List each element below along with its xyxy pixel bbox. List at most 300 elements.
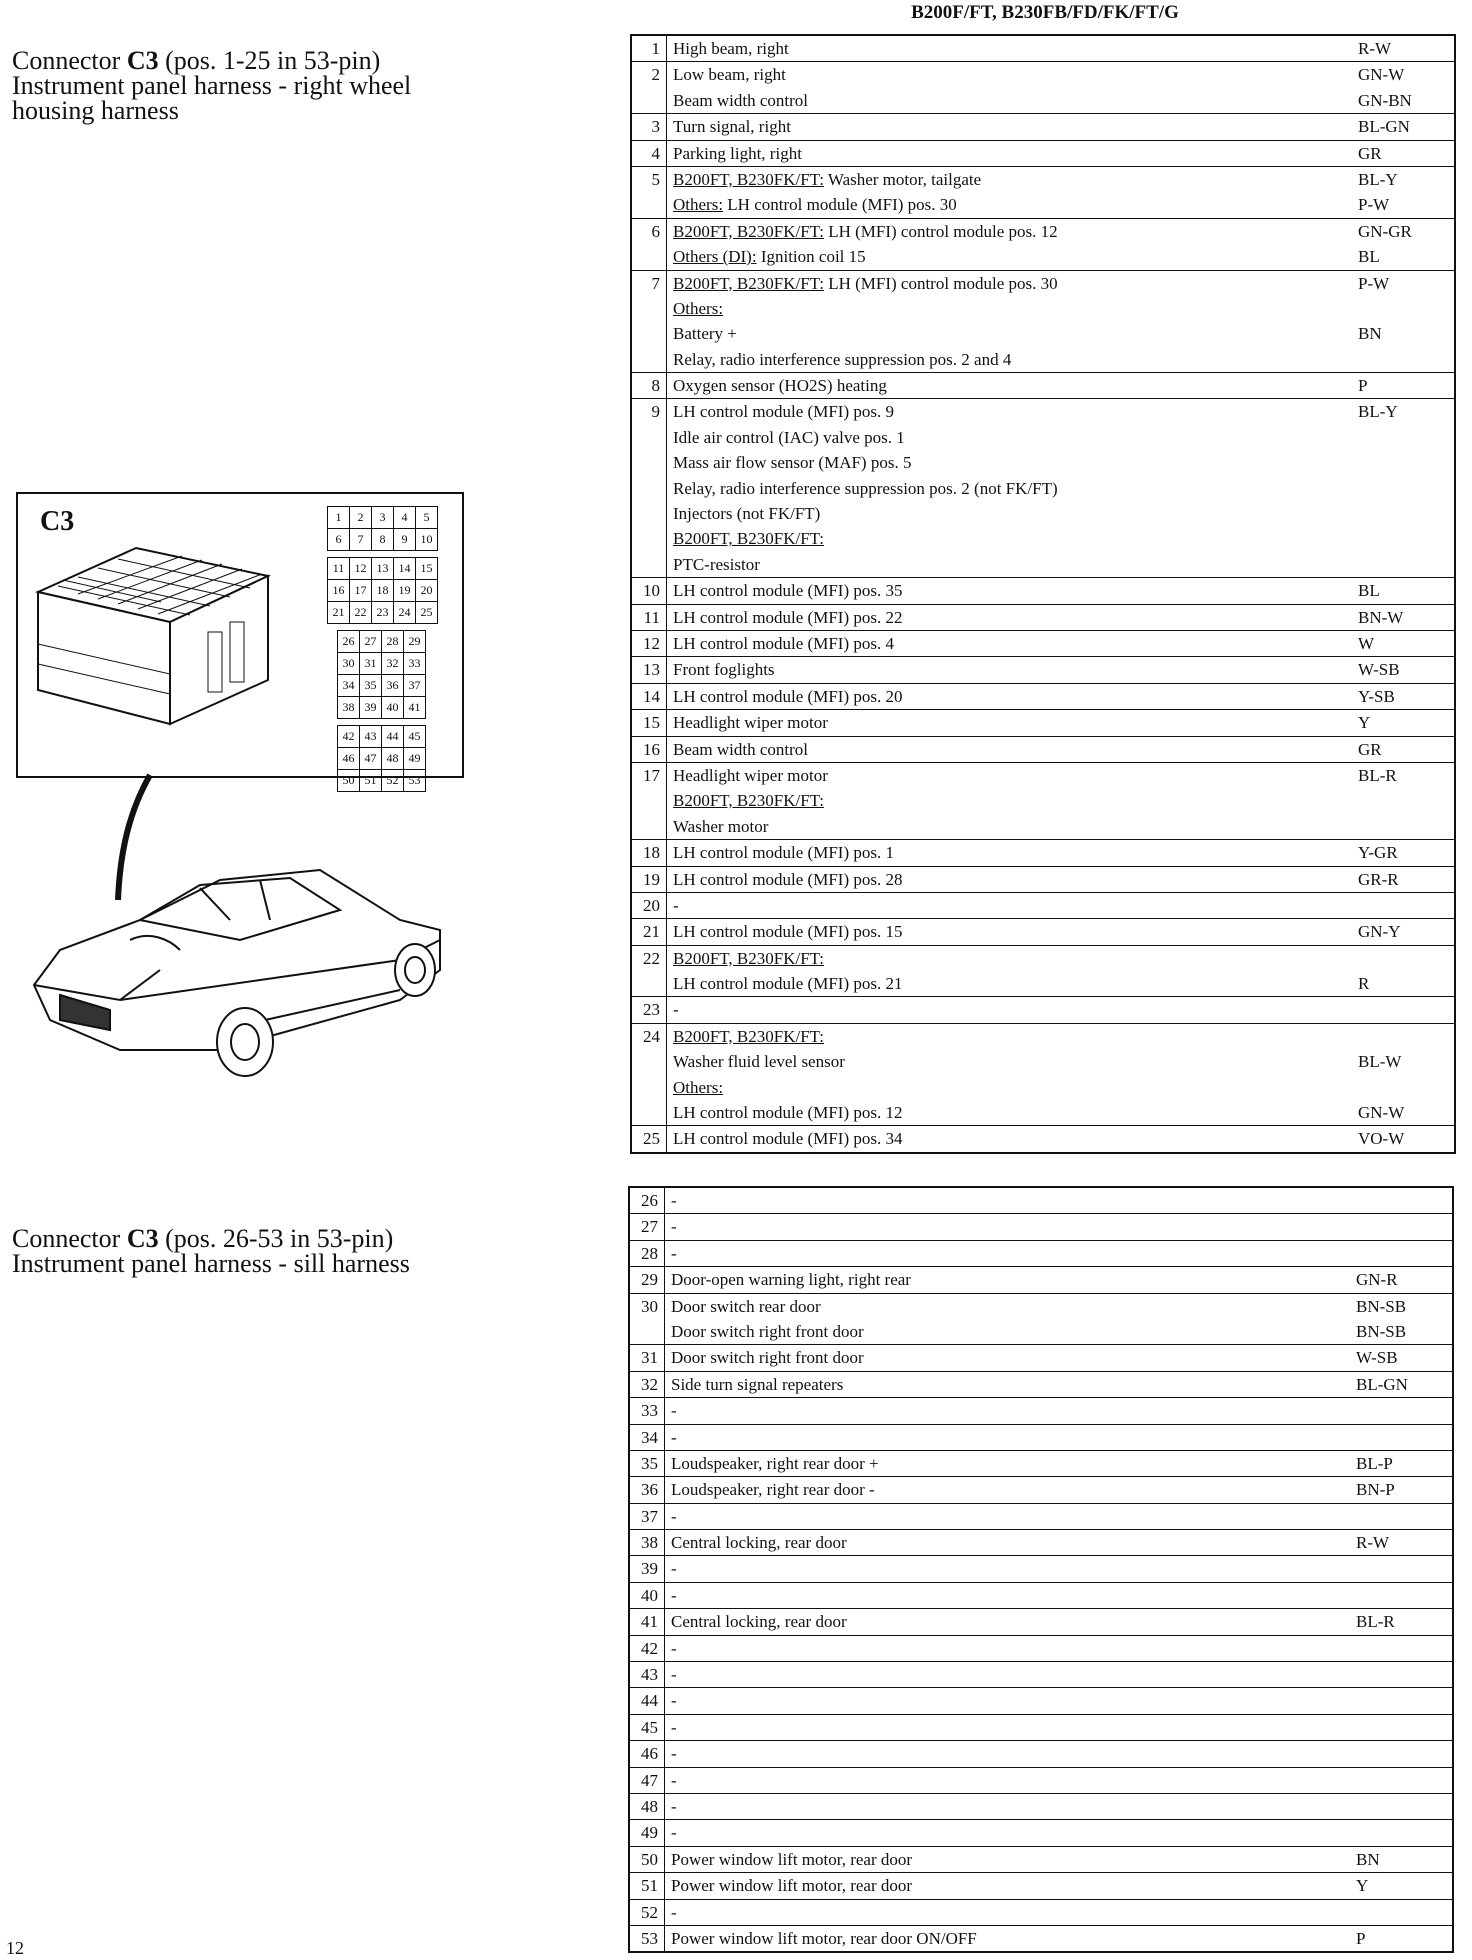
pin-grid-row bbox=[328, 601, 438, 624]
pin-cell: 32 bbox=[381, 652, 404, 675]
wire-color: BL bbox=[1352, 578, 1455, 604]
pin-number: 14 bbox=[631, 683, 667, 709]
function-text: Washer fluid level sensor bbox=[673, 1052, 845, 1072]
table-row bbox=[631, 866, 1455, 892]
function-text: Idle air control (IAC) valve pos. 1 bbox=[673, 427, 905, 447]
table-row bbox=[629, 1450, 1453, 1476]
pin-number: 49 bbox=[629, 1820, 665, 1846]
pin-function bbox=[667, 604, 1353, 630]
wire-color: BL-Y bbox=[1352, 166, 1455, 192]
pin-function bbox=[665, 1398, 1351, 1424]
pin-number: 31 bbox=[629, 1345, 665, 1371]
pin-function bbox=[667, 166, 1353, 192]
pin-function bbox=[667, 1023, 1353, 1049]
variant-label: Others: bbox=[673, 1077, 724, 1097]
pin-function bbox=[667, 244, 1353, 270]
function-text: Power window lift motor, rear door ON/OFF bbox=[671, 1928, 977, 1948]
table-row bbox=[629, 1846, 1453, 1872]
table-row bbox=[631, 710, 1455, 736]
page-header: B200F/FT, B230FB/FD/FK/FT/G bbox=[911, 2, 1179, 23]
variant-label: Others (DI): bbox=[673, 247, 757, 267]
connector-diagram bbox=[16, 492, 464, 787]
table-row bbox=[629, 1319, 1453, 1345]
wire-color bbox=[1350, 1688, 1453, 1714]
pin-function bbox=[665, 1873, 1351, 1899]
pin-function bbox=[665, 1556, 1351, 1582]
table-row bbox=[631, 62, 1455, 88]
pin-function bbox=[665, 1345, 1351, 1371]
wire-color: Y bbox=[1350, 1873, 1453, 1899]
wire-color bbox=[1352, 450, 1455, 475]
wire-color: BN-SB bbox=[1350, 1293, 1453, 1319]
pin-number bbox=[631, 814, 667, 840]
pin-grid-row bbox=[338, 652, 426, 675]
function-text: Relay, radio interference suppression pos. 2 and 4 bbox=[673, 349, 1012, 369]
pin-number: 20 bbox=[631, 892, 667, 918]
pin-function bbox=[665, 1609, 1351, 1635]
pin-function bbox=[665, 1793, 1351, 1819]
pin-function bbox=[667, 526, 1353, 551]
pin-function bbox=[667, 347, 1353, 373]
pin-number: 28 bbox=[629, 1240, 665, 1266]
pin-table-2 bbox=[628, 1186, 1454, 1953]
wire-color: BN-SB bbox=[1356, 1321, 1407, 1341]
table-row bbox=[629, 1556, 1453, 1582]
pin-number: 8 bbox=[631, 373, 667, 399]
wire-color bbox=[1350, 1714, 1453, 1740]
function-text: LH (MFI) control module pos. 12 bbox=[823, 221, 1058, 241]
wire-color: GN-W bbox=[1352, 62, 1455, 88]
wire-color: GN-BN bbox=[1358, 90, 1412, 110]
table-row bbox=[631, 1075, 1455, 1100]
pin-cell: 6 bbox=[327, 528, 350, 551]
table-row bbox=[631, 736, 1455, 762]
function-text: Washer motor bbox=[673, 816, 769, 836]
table-row bbox=[631, 814, 1455, 840]
pin-number bbox=[631, 788, 667, 813]
pin-function bbox=[667, 270, 1353, 296]
function-text: Low beam, right bbox=[673, 65, 786, 85]
table-row bbox=[631, 919, 1455, 945]
function-text: Central locking, rear door bbox=[671, 1612, 847, 1632]
pin-number: 18 bbox=[631, 840, 667, 866]
table-row bbox=[629, 1477, 1453, 1503]
function-text: Injectors (not FK/FT) bbox=[673, 504, 821, 524]
pin-cell: 25 bbox=[415, 601, 438, 624]
pin-cell: 50 bbox=[337, 769, 360, 792]
pin-function bbox=[667, 1100, 1353, 1126]
wire-color: GR bbox=[1352, 140, 1455, 166]
table-row bbox=[631, 192, 1455, 218]
pin-number: 10 bbox=[631, 578, 667, 604]
function-text: - bbox=[671, 1717, 677, 1737]
table-row bbox=[629, 1741, 1453, 1767]
pin-number: 22 bbox=[631, 945, 667, 971]
pin-function bbox=[667, 218, 1353, 244]
function-text: - bbox=[671, 1796, 677, 1816]
pin-number: 38 bbox=[629, 1530, 665, 1556]
wire-color: R bbox=[1358, 974, 1370, 994]
pin-number: 33 bbox=[629, 1398, 665, 1424]
function-text: LH control module (MFI) pos. 35 bbox=[673, 581, 903, 601]
pin-function bbox=[665, 1267, 1351, 1293]
section-1-connector: C3 bbox=[126, 46, 159, 75]
wire-color: Y-SB bbox=[1352, 683, 1455, 709]
pin-function bbox=[665, 1293, 1351, 1319]
pin-cell: 31 bbox=[359, 652, 382, 675]
wire-color: BN bbox=[1350, 1846, 1453, 1872]
pin-cell: 21 bbox=[327, 601, 350, 624]
pin-number: 23 bbox=[631, 997, 667, 1023]
function-text: Power window lift motor, rear door bbox=[671, 1876, 913, 1896]
variant-label: B200FT, B230FK/FT: bbox=[673, 273, 824, 293]
table-row bbox=[631, 788, 1455, 813]
variant-label: Others: bbox=[673, 298, 724, 318]
wire-color: BL-R bbox=[1350, 1609, 1453, 1635]
function-text: LH control module (MFI) pos. 15 bbox=[673, 922, 903, 942]
pin-number bbox=[631, 192, 667, 218]
pin-cell: 13 bbox=[371, 557, 394, 580]
pin-function bbox=[665, 1820, 1351, 1846]
table-row bbox=[631, 762, 1455, 788]
wire-color: GR bbox=[1352, 736, 1455, 762]
pin-number bbox=[629, 1319, 665, 1345]
pin-function bbox=[665, 1741, 1351, 1767]
pin-function bbox=[667, 373, 1353, 399]
function-text: LH control module (MFI) pos. 22 bbox=[673, 607, 903, 627]
pin-cell: 37 bbox=[403, 674, 426, 697]
table-row bbox=[631, 399, 1455, 425]
pin-cell: 22 bbox=[349, 601, 372, 624]
pin-number: 26 bbox=[629, 1187, 665, 1214]
pin-function bbox=[665, 1371, 1351, 1397]
pin-number: 46 bbox=[629, 1741, 665, 1767]
function-text: Front foglights bbox=[673, 660, 775, 680]
table-row bbox=[629, 1371, 1453, 1397]
table-row bbox=[631, 373, 1455, 399]
function-text: LH control module (MFI) pos. 20 bbox=[673, 686, 903, 706]
table-row bbox=[631, 321, 1455, 346]
wire-color bbox=[1350, 1187, 1453, 1214]
wire-color bbox=[1352, 945, 1455, 971]
pin-function bbox=[667, 840, 1353, 866]
table-row bbox=[631, 604, 1455, 630]
pin-function bbox=[667, 1075, 1353, 1100]
pin-function bbox=[665, 1899, 1351, 1925]
pin-function bbox=[665, 1477, 1351, 1503]
table-row bbox=[631, 892, 1455, 918]
pin-grid-row bbox=[338, 725, 426, 748]
pin-cell: 44 bbox=[381, 725, 404, 748]
function-text: Beam width control bbox=[673, 739, 809, 759]
table-row bbox=[629, 1767, 1453, 1793]
table-row bbox=[629, 1925, 1453, 1952]
pin-cell: 15 bbox=[415, 557, 438, 580]
pin-number bbox=[631, 1049, 667, 1074]
function-text: - bbox=[671, 1217, 677, 1237]
pin-number: 43 bbox=[629, 1662, 665, 1688]
function-text: Headlight wiper motor bbox=[673, 765, 828, 785]
wire-color bbox=[1352, 892, 1455, 918]
pin-cell: 9 bbox=[393, 528, 416, 551]
pin-cell: 48 bbox=[381, 747, 404, 770]
pin-function bbox=[667, 657, 1353, 683]
pin-function bbox=[667, 501, 1353, 526]
pin-grid-row bbox=[338, 747, 426, 770]
pin-function bbox=[665, 1503, 1351, 1529]
pin-number: 45 bbox=[629, 1714, 665, 1740]
table-row bbox=[631, 450, 1455, 475]
wire-color: GN-Y bbox=[1352, 919, 1455, 945]
wire-color bbox=[1350, 1398, 1453, 1424]
table-row bbox=[629, 1609, 1453, 1635]
pin-number bbox=[631, 425, 667, 450]
pin-function bbox=[667, 62, 1353, 88]
pin-number: 47 bbox=[629, 1767, 665, 1793]
pin-function bbox=[667, 788, 1353, 813]
function-text: Power window lift motor, rear door bbox=[671, 1849, 913, 1869]
pin-cell: 30 bbox=[337, 652, 360, 675]
pin-table-1 bbox=[630, 34, 1456, 1154]
function-text: - bbox=[671, 1744, 677, 1764]
pin-function bbox=[667, 997, 1353, 1023]
pin-number bbox=[631, 244, 667, 270]
pin-number: 48 bbox=[629, 1793, 665, 1819]
pin-cell: 11 bbox=[327, 557, 350, 580]
pin-function bbox=[667, 192, 1353, 218]
wire-color: BL-P bbox=[1350, 1450, 1453, 1476]
wire-color bbox=[1350, 1820, 1453, 1846]
function-text: Oxygen sensor (HO2S) heating bbox=[673, 376, 887, 396]
pin-function bbox=[665, 1662, 1351, 1688]
pin-function bbox=[665, 1319, 1351, 1345]
wire-color: GN-W bbox=[1358, 1103, 1405, 1123]
pin-grid-row bbox=[328, 506, 438, 529]
wire-color bbox=[1352, 1023, 1455, 1049]
pin-cell: 24 bbox=[393, 601, 416, 624]
pin-function bbox=[667, 296, 1353, 321]
pin-function bbox=[665, 1714, 1351, 1740]
wire-color: W-SB bbox=[1350, 1345, 1453, 1371]
pin-number: 42 bbox=[629, 1635, 665, 1661]
section-2-prefix: Connector bbox=[12, 1224, 127, 1253]
pin-cell: 23 bbox=[371, 601, 394, 624]
pin-number: 5 bbox=[631, 166, 667, 192]
wire-color bbox=[1352, 425, 1455, 450]
table-row bbox=[629, 1820, 1453, 1846]
function-text: - bbox=[673, 895, 679, 915]
wire-color bbox=[1350, 1214, 1453, 1240]
pin-number: 29 bbox=[629, 1267, 665, 1293]
wire-color: W-SB bbox=[1352, 657, 1455, 683]
function-text: LH control module (MFI) pos. 28 bbox=[673, 869, 903, 889]
pin-number: 12 bbox=[631, 630, 667, 656]
wire-color bbox=[1352, 501, 1455, 526]
table-row bbox=[631, 114, 1455, 140]
connector-label: C3 bbox=[40, 506, 75, 537]
pin-number: 7 bbox=[631, 270, 667, 296]
pin-cell: 16 bbox=[327, 579, 350, 602]
pin-number: 2 bbox=[631, 62, 667, 88]
pin-cell: 17 bbox=[349, 579, 372, 602]
wire-color: P bbox=[1350, 1925, 1453, 1952]
pin-number: 24 bbox=[631, 1023, 667, 1049]
function-text: Mass air flow sensor (MAF) pos. 5 bbox=[673, 453, 912, 473]
pin-cell: 2 bbox=[349, 506, 372, 529]
pin-number bbox=[631, 501, 667, 526]
function-text: LH control module (MFI) pos. 21 bbox=[673, 974, 903, 994]
pin-cell: 46 bbox=[337, 747, 360, 770]
pin-function bbox=[667, 35, 1353, 62]
table-row bbox=[631, 1023, 1455, 1049]
pin-cell: 3 bbox=[371, 506, 394, 529]
function-text: - bbox=[671, 1506, 677, 1526]
pin-grid-row bbox=[338, 696, 426, 719]
pin-cell: 19 bbox=[393, 579, 416, 602]
variant-label: B200FT, B230FK/FT: bbox=[673, 948, 824, 968]
pin-grid-row bbox=[338, 674, 426, 697]
table-row bbox=[631, 476, 1455, 501]
table-row bbox=[631, 997, 1455, 1023]
pin-number: 19 bbox=[631, 866, 667, 892]
function-text: LH control module (MFI) pos. 4 bbox=[673, 633, 894, 653]
function-text: - bbox=[671, 1902, 677, 1922]
table-row bbox=[631, 244, 1455, 270]
table-row bbox=[629, 1267, 1453, 1293]
pin-cell: 42 bbox=[337, 725, 360, 748]
table-row bbox=[629, 1688, 1453, 1714]
pin-function bbox=[667, 736, 1353, 762]
wire-color: P bbox=[1352, 373, 1455, 399]
pin-function bbox=[667, 88, 1353, 114]
function-text: Beam width control bbox=[673, 90, 809, 110]
wire-color: P-W bbox=[1352, 270, 1455, 296]
pin-number: 52 bbox=[629, 1899, 665, 1925]
pin-function bbox=[667, 630, 1353, 656]
section-2-connector: C3 bbox=[126, 1224, 159, 1253]
wire-color bbox=[1350, 1424, 1453, 1450]
pin-cell: 47 bbox=[359, 747, 382, 770]
function-text: Headlight wiper motor bbox=[673, 713, 828, 733]
wire-color: GN-R bbox=[1350, 1267, 1453, 1293]
function-text: Relay, radio interference suppression pos. 2 (not FK/FT) bbox=[673, 478, 1058, 498]
pin-cell: 53 bbox=[403, 769, 426, 792]
pin-number: 11 bbox=[631, 604, 667, 630]
table-row bbox=[629, 1503, 1453, 1529]
pin-function bbox=[665, 1424, 1351, 1450]
wire-color bbox=[1350, 1662, 1453, 1688]
pin-function bbox=[667, 399, 1353, 425]
pin-number: 6 bbox=[631, 218, 667, 244]
function-text: - bbox=[671, 1585, 677, 1605]
wire-color bbox=[1352, 296, 1455, 321]
table-row bbox=[631, 683, 1455, 709]
pin-grid-row bbox=[338, 630, 426, 653]
pin-function bbox=[667, 892, 1353, 918]
pin-cell: 36 bbox=[381, 674, 404, 697]
table-row bbox=[631, 218, 1455, 244]
pin-number: 50 bbox=[629, 1846, 665, 1872]
function-text: Loudspeaker, right rear door + bbox=[671, 1453, 879, 1473]
function-text: LH (MFI) control module pos. 30 bbox=[823, 273, 1058, 293]
pin-cell: 26 bbox=[337, 630, 360, 653]
wire-color bbox=[1352, 997, 1455, 1023]
table-row bbox=[631, 347, 1455, 373]
section-1-suffix: (pos. 1-25 in 53-pin) bbox=[158, 46, 381, 75]
pin-number bbox=[631, 296, 667, 321]
function-text: Ignition coil 15 bbox=[756, 247, 866, 267]
pin-number: 16 bbox=[631, 736, 667, 762]
pin-cell: 8 bbox=[371, 528, 394, 551]
function-text: - bbox=[671, 1665, 677, 1685]
variant-label: B200FT, B230FK/FT: bbox=[673, 1026, 824, 1046]
pin-function bbox=[667, 710, 1353, 736]
section-2-suffix: (pos. 26-53 in 53-pin) bbox=[158, 1224, 394, 1253]
pin-number: 27 bbox=[629, 1214, 665, 1240]
function-text: LH control module (MFI) pos. 30 bbox=[723, 195, 957, 215]
pin-function bbox=[667, 1126, 1353, 1153]
pin-cell: 41 bbox=[403, 696, 426, 719]
pin-cell: 14 bbox=[393, 557, 416, 580]
table-row bbox=[631, 552, 1455, 578]
variant-label: B200FT, B230FK/FT: bbox=[673, 169, 824, 189]
pin-function bbox=[667, 114, 1353, 140]
function-text: Door-open warning light, right rear bbox=[671, 1270, 911, 1290]
pin-number: 34 bbox=[629, 1424, 665, 1450]
wire-color: BL bbox=[1358, 247, 1380, 267]
pin-number: 40 bbox=[629, 1582, 665, 1608]
table-row bbox=[629, 1398, 1453, 1424]
car-illustration bbox=[20, 770, 460, 1090]
pin-cell: 40 bbox=[381, 696, 404, 719]
pin-function bbox=[665, 1635, 1351, 1661]
pin-cell: 27 bbox=[359, 630, 382, 653]
variant-label: Others: bbox=[673, 195, 724, 215]
pin-cell: 4 bbox=[393, 506, 416, 529]
table-row bbox=[631, 526, 1455, 551]
pin-cell: 29 bbox=[403, 630, 426, 653]
pin-number: 39 bbox=[629, 1556, 665, 1582]
pin-cell: 49 bbox=[403, 747, 426, 770]
pin-function bbox=[665, 1530, 1351, 1556]
table-row bbox=[629, 1714, 1453, 1740]
table-row bbox=[629, 1873, 1453, 1899]
wire-color: BN bbox=[1358, 324, 1382, 344]
table-row bbox=[631, 1126, 1455, 1153]
pin-number bbox=[631, 88, 667, 114]
pin-function bbox=[665, 1846, 1351, 1872]
function-text: Loudspeaker, right rear door - bbox=[671, 1480, 875, 1500]
pin-cell: 12 bbox=[349, 557, 372, 580]
wire-color: BL-GN bbox=[1352, 114, 1455, 140]
pin-function bbox=[667, 425, 1353, 450]
function-text: - bbox=[671, 1770, 677, 1790]
wire-color: BL-GN bbox=[1350, 1371, 1453, 1397]
pin-function bbox=[667, 321, 1353, 346]
function-text: - bbox=[671, 1191, 677, 1210]
pin-cell: 35 bbox=[359, 674, 382, 697]
table-row bbox=[631, 270, 1455, 296]
wire-color bbox=[1352, 552, 1455, 578]
variant-label: B200FT, B230FK/FT: bbox=[673, 791, 824, 811]
pin-function bbox=[667, 971, 1353, 997]
function-text: - bbox=[671, 1243, 677, 1263]
table-row bbox=[631, 630, 1455, 656]
variant-label: B200FT, B230FK/FT: bbox=[673, 221, 824, 241]
pin-cell: 45 bbox=[403, 725, 426, 748]
wire-color bbox=[1352, 526, 1455, 551]
wire-color bbox=[1352, 1075, 1455, 1100]
